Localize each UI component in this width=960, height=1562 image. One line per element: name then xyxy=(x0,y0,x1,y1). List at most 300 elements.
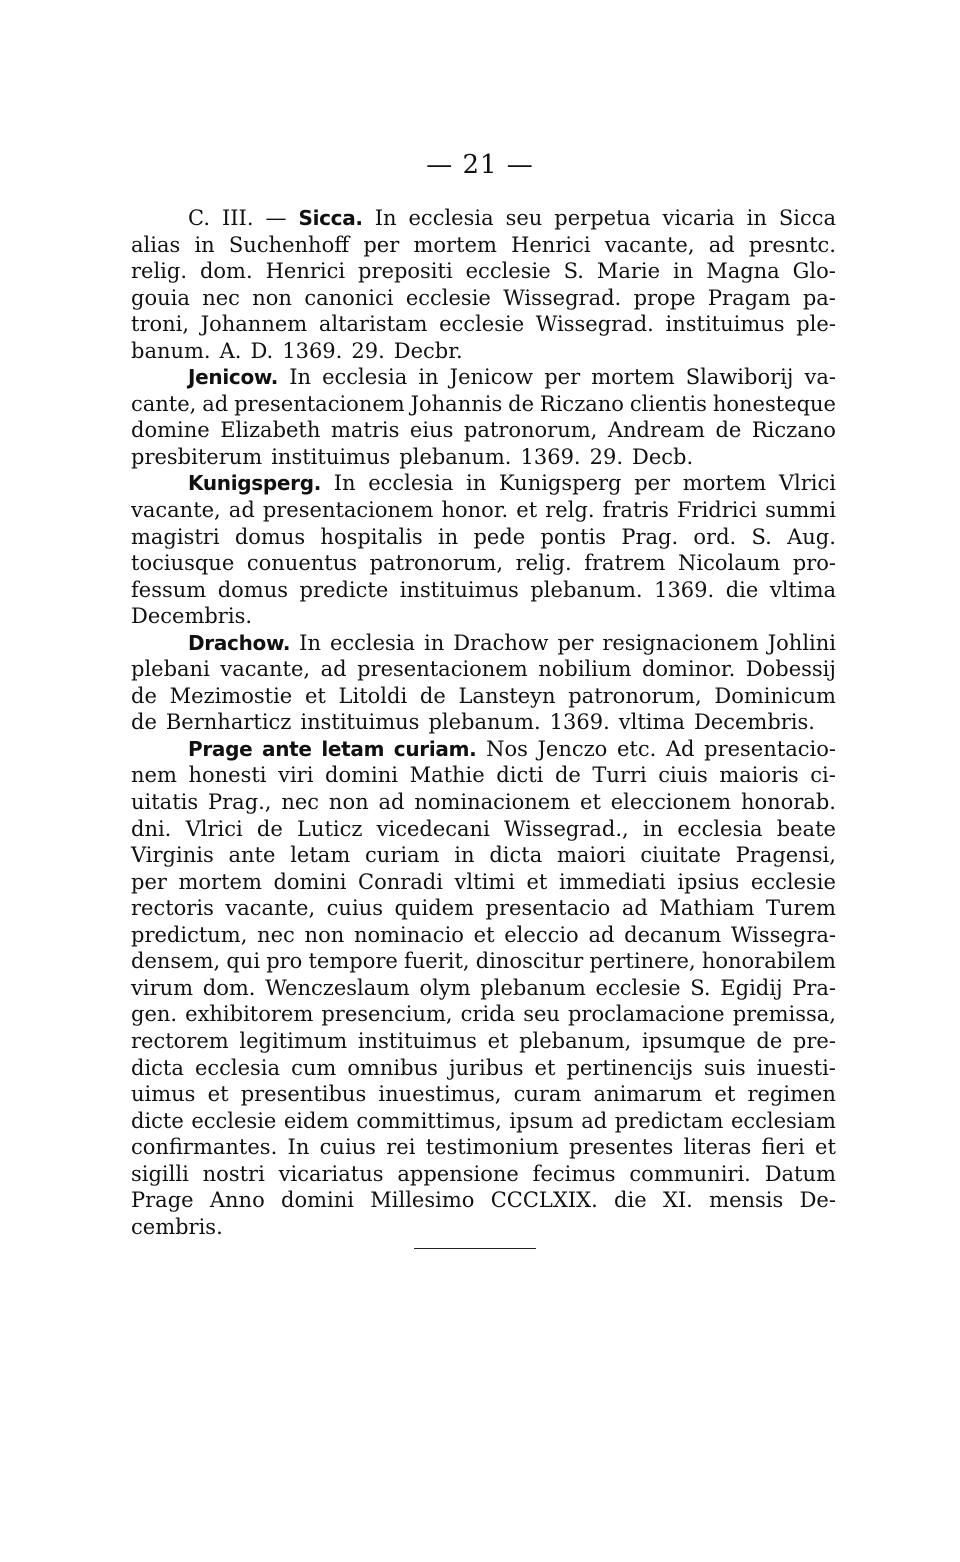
text-word: vicaria xyxy=(662,206,735,230)
text-word: mensis xyxy=(709,1188,784,1213)
text-word: die xyxy=(614,1188,647,1213)
text-word: Pragam xyxy=(707,285,791,310)
text-word: Mathie xyxy=(409,763,485,788)
text-word: et xyxy=(580,790,601,815)
text-word: ple- xyxy=(796,312,836,337)
text-word: vacante, xyxy=(131,498,221,523)
text-word: et xyxy=(815,1135,836,1160)
text-word: patronorum, xyxy=(369,551,504,576)
text-word: in xyxy=(746,206,767,230)
text-word: va- xyxy=(804,365,836,390)
text-word: Elizabeth xyxy=(220,418,321,443)
text-word: presentacionem xyxy=(234,391,405,416)
text-word: de xyxy=(554,763,581,788)
text-line xyxy=(131,683,836,710)
text-word: et xyxy=(714,1082,736,1107)
text-line xyxy=(131,895,836,922)
text-line xyxy=(131,603,836,630)
text-word: Decb. xyxy=(632,444,694,469)
text-word: 1369. xyxy=(282,338,343,363)
text-word: fratrem xyxy=(584,551,666,576)
text-line xyxy=(131,922,836,949)
text-word: virum xyxy=(131,975,194,1000)
text-word: Decbr. xyxy=(393,338,463,363)
text-word: pertinere, xyxy=(589,949,696,974)
text-line xyxy=(131,975,836,1002)
text-word: in xyxy=(194,232,215,257)
text-word: altaristam xyxy=(318,312,428,337)
text-word: et xyxy=(534,1055,556,1080)
text-word: honesti xyxy=(188,763,267,788)
text-line xyxy=(131,789,836,816)
text-word: confirmantes. xyxy=(131,1135,278,1160)
text-word: beate xyxy=(776,816,836,841)
text-word: Marie xyxy=(596,259,661,284)
text-word: pede xyxy=(473,524,526,549)
text-word: honorabilem xyxy=(701,949,836,974)
text-word: ecclesie xyxy=(750,869,836,894)
text-word: Riczano xyxy=(539,391,624,416)
text-word: Magna xyxy=(706,259,780,284)
text-word: rectoris xyxy=(131,896,214,921)
text-word: De- xyxy=(799,1188,836,1213)
text-word: Drachow xyxy=(453,630,549,655)
text-word: per xyxy=(634,471,671,496)
text-word: Jenczo xyxy=(537,736,608,761)
text-word: pa- xyxy=(802,285,836,310)
text-word: S. xyxy=(690,975,711,1000)
text-word: presencium, xyxy=(321,1002,453,1027)
text-word: cembris. xyxy=(131,1214,223,1239)
text-word: Anno xyxy=(209,1188,265,1213)
text-word: quidem xyxy=(394,896,474,921)
text-word: patronorum, xyxy=(568,683,702,708)
text-line xyxy=(131,391,836,418)
text-word: presbiterum xyxy=(131,444,263,469)
text-word: testimonium xyxy=(425,1135,559,1160)
text-word: cum xyxy=(291,1055,337,1080)
text-word: mortem xyxy=(178,869,262,894)
text-word: Decembris. xyxy=(131,604,253,629)
text-word: plebani xyxy=(131,657,210,682)
text-word: predicte xyxy=(299,577,389,602)
text-word: instituimus xyxy=(300,710,420,735)
text-word: Dobessij xyxy=(745,657,836,682)
text-word: cante, xyxy=(131,391,197,416)
text-word: Conradi xyxy=(358,869,443,894)
text-word: in xyxy=(673,259,694,284)
text-word: Wissegrad., xyxy=(504,816,629,841)
text-word: ad xyxy=(228,498,255,523)
text-word: ad xyxy=(708,232,735,257)
entry-heading-word: curiam. xyxy=(393,736,477,761)
text-word: dom. xyxy=(199,259,253,284)
text-word: Johlini xyxy=(767,630,836,655)
text-line xyxy=(131,1214,836,1241)
text-word: ante xyxy=(228,843,276,868)
text-word: Datum xyxy=(764,1161,836,1186)
text-line xyxy=(131,736,836,763)
text-word: ad xyxy=(320,657,347,682)
text-line xyxy=(131,1081,836,1108)
text-word: non xyxy=(252,285,292,310)
text-word: mortem xyxy=(413,232,497,257)
text-word: committimus, xyxy=(356,1108,502,1133)
text-word: presentacionem xyxy=(262,498,434,523)
text-word: vltimi xyxy=(454,869,515,894)
text-word: In xyxy=(333,471,356,496)
text-word: ord. xyxy=(693,524,737,549)
text-line xyxy=(131,550,836,577)
text-word: Dominicum xyxy=(714,683,836,708)
text-word: domine xyxy=(131,418,210,443)
text-word: maioris xyxy=(719,763,799,788)
text-word: suis xyxy=(703,1055,746,1080)
text-word: uimus xyxy=(131,1082,196,1107)
text-word: perpetua xyxy=(554,206,651,230)
text-word: canonici xyxy=(304,285,394,310)
text-word: presentacio xyxy=(485,896,611,921)
text-word: domini xyxy=(325,763,398,788)
text-line xyxy=(131,842,836,869)
text-word: nec xyxy=(281,790,320,815)
text-word: immediati xyxy=(558,869,666,894)
text-word: relg. xyxy=(545,498,595,523)
text-word: ad xyxy=(621,896,648,921)
text-word: fessum xyxy=(131,577,207,602)
text-word: decanum xyxy=(624,922,722,947)
text-word: honorab. xyxy=(740,790,836,815)
text-word: ecclesie xyxy=(595,975,681,1000)
text-word: prepositi xyxy=(358,259,453,284)
text-word: Millesimo xyxy=(370,1188,475,1213)
text-word: nominacio xyxy=(353,922,464,947)
text-word: proclamacione xyxy=(567,1002,725,1027)
text-word: domus xyxy=(217,577,289,602)
text-word: inuestimus, xyxy=(378,1082,502,1107)
text-word: Wissegrad. xyxy=(535,312,654,337)
text-word: densem, xyxy=(131,949,221,974)
text-word: instituimus xyxy=(665,312,785,337)
text-line xyxy=(131,417,836,444)
text-word: tempore xyxy=(308,949,398,974)
text-word: ecclesia xyxy=(368,471,454,496)
text-word: ad xyxy=(588,922,615,947)
text-word: sigilli xyxy=(131,1161,189,1186)
text-word: die xyxy=(725,577,759,602)
text-line xyxy=(131,311,836,338)
text-line xyxy=(131,497,836,524)
text-word: relig. xyxy=(131,259,188,284)
text-word: fuerit, xyxy=(403,949,470,974)
text-word: ci- xyxy=(810,763,836,788)
text-word: clientis xyxy=(629,391,707,416)
text-word: Nicolaum xyxy=(677,551,781,576)
text-word: ad xyxy=(378,790,405,815)
text-word: nec xyxy=(202,285,240,310)
text-word: plebanum, xyxy=(519,1028,632,1053)
text-word: viri xyxy=(278,763,314,788)
text-word: de xyxy=(756,1028,783,1053)
text-word: instituimus xyxy=(357,1028,477,1053)
text-line xyxy=(131,1028,836,1055)
text-word: et xyxy=(207,1082,229,1107)
text-word: per xyxy=(131,869,167,894)
text-word: pro- xyxy=(792,551,836,576)
text-word: in xyxy=(454,843,475,868)
text-word: premissa, xyxy=(732,1002,836,1027)
text-word: Wenczeslaum xyxy=(265,975,410,1000)
text-word: Jenicow xyxy=(449,365,534,390)
text-word: In xyxy=(299,630,321,655)
text-word: C. xyxy=(188,206,210,230)
text-word: S. xyxy=(751,524,772,549)
text-word: Glo- xyxy=(792,259,836,284)
text-word: in xyxy=(642,816,664,841)
text-word: banum. xyxy=(131,338,211,363)
text-word: fecimus xyxy=(532,1161,616,1186)
text-word: etc. xyxy=(616,736,657,761)
text-line xyxy=(131,1134,836,1161)
text-word: — xyxy=(265,206,287,230)
text-word: presentes xyxy=(569,1135,674,1160)
page-number: — 21 — xyxy=(426,150,534,180)
text-word: cuius xyxy=(326,896,383,921)
text-word: In xyxy=(287,1135,310,1160)
text-word: 1369. xyxy=(549,710,610,735)
text-word: D. xyxy=(250,338,274,363)
text-word: olym xyxy=(419,975,471,1000)
text-line xyxy=(131,1055,836,1082)
text-word: dicti xyxy=(496,763,544,788)
text-word: Slawiborij xyxy=(685,365,794,390)
text-word: Lansteyn xyxy=(458,683,556,708)
text-word: presentacionem xyxy=(357,657,528,682)
text-line xyxy=(131,1187,836,1214)
text-word: Riczano xyxy=(751,418,836,443)
text-word: de xyxy=(131,683,157,708)
text-word: 29. xyxy=(589,444,624,469)
text-word: crida xyxy=(460,1002,516,1027)
text-word: curiam xyxy=(365,843,440,868)
text-word: ecclesie xyxy=(191,1108,277,1133)
text-word: vltima xyxy=(618,710,685,735)
text-word: instituimus xyxy=(271,444,391,469)
text-word: honesteque xyxy=(712,391,836,416)
text-word: ecclesia xyxy=(329,630,416,655)
text-word: Turri xyxy=(592,763,647,788)
text-word: et xyxy=(526,869,548,894)
text-word: de xyxy=(419,683,446,708)
text-line xyxy=(131,1161,836,1188)
text-word: dni. xyxy=(131,816,172,841)
text-word: vacante, xyxy=(225,896,316,921)
text-word: ecclesia xyxy=(194,1055,281,1080)
text-word: seu xyxy=(523,1002,560,1027)
entry-heading-word: Prage xyxy=(188,736,253,761)
text-word: magistri xyxy=(131,524,220,549)
text-word: Pra- xyxy=(792,975,836,1000)
entry-heading-word: Drachow. xyxy=(188,630,291,655)
text-word: nem xyxy=(131,763,177,788)
text-word: per xyxy=(557,630,594,655)
text-word: domini xyxy=(281,1188,354,1213)
text-word: gen. xyxy=(131,1002,178,1027)
text-word: ad xyxy=(581,1108,608,1133)
closing-rule xyxy=(414,1248,536,1249)
text-line xyxy=(131,258,836,285)
text-word: de xyxy=(715,418,742,443)
text-word: Henrici xyxy=(265,259,346,284)
text-word: eleccionem xyxy=(610,790,732,815)
document-body xyxy=(131,205,836,1240)
text-word: Vlrici xyxy=(778,471,836,496)
text-word: dicta xyxy=(489,843,543,868)
text-word: ciuitate xyxy=(640,843,721,868)
text-word: resignacionem xyxy=(602,630,759,655)
text-word: ecclesiam xyxy=(730,1108,836,1133)
text-word: Prage xyxy=(131,1188,194,1213)
text-word: Kunigsperg xyxy=(498,471,622,496)
text-word: 1369. xyxy=(654,577,715,602)
text-word: Suchenhoff xyxy=(228,232,350,257)
text-word: matris xyxy=(330,418,400,443)
text-word: ipsumque xyxy=(641,1028,746,1053)
text-word: Wissegra- xyxy=(730,922,836,947)
text-word: et xyxy=(516,498,538,523)
text-line xyxy=(131,577,836,604)
text-word: ecclesie xyxy=(439,312,525,337)
text-word: ipsius xyxy=(677,869,740,894)
text-word: per xyxy=(544,365,581,390)
text-word: seu xyxy=(505,206,543,230)
text-word: pertinencijs xyxy=(566,1055,693,1080)
text-word: et xyxy=(487,1028,509,1053)
entry-heading-word: Jenicow. xyxy=(188,365,279,390)
text-line xyxy=(131,1001,836,1028)
text-word: in xyxy=(437,524,459,549)
text-word: ecclesia xyxy=(408,206,494,230)
text-line xyxy=(131,205,836,232)
text-word: rei xyxy=(386,1135,416,1160)
text-word: inuesti- xyxy=(756,1055,836,1080)
text-word: Johannis xyxy=(410,391,503,416)
text-word: exhibitorem xyxy=(185,1002,314,1027)
text-line xyxy=(131,338,836,365)
text-word: In xyxy=(289,365,312,390)
text-word: dominor. xyxy=(641,657,736,682)
text-word: Egidij xyxy=(720,975,783,1000)
entry-heading-word: Kunigsperg. xyxy=(188,471,322,496)
text-word: Turem xyxy=(766,896,836,921)
text-word: ciuis xyxy=(658,763,708,788)
text-line xyxy=(131,524,836,551)
text-word: dicte xyxy=(131,1108,184,1133)
text-word: nobilium xyxy=(538,657,632,682)
text-word: regimen xyxy=(747,1082,836,1107)
text-line xyxy=(131,364,836,391)
text-word: tociusque xyxy=(131,551,235,576)
text-word: alias xyxy=(131,232,181,257)
text-word: domus xyxy=(234,524,306,549)
text-word: Luticz xyxy=(296,816,363,841)
entry-heading-word: Sicca. xyxy=(298,206,363,230)
text-line xyxy=(131,285,836,312)
text-word: rectorem xyxy=(131,1028,229,1053)
text-word: domini xyxy=(273,869,347,894)
text-word: mortem xyxy=(591,365,675,390)
text-line xyxy=(131,816,836,843)
text-word: non xyxy=(304,922,345,947)
text-word: in xyxy=(418,365,439,390)
text-word: in xyxy=(466,471,487,496)
text-line xyxy=(131,470,836,497)
entry-heading-word: letam xyxy=(321,736,385,761)
text-word: non xyxy=(328,790,369,815)
text-word: de xyxy=(131,710,157,735)
text-word: Litoldi xyxy=(338,683,408,708)
text-word: presentacio- xyxy=(704,736,836,761)
text-word: omnibus xyxy=(347,1055,438,1080)
text-line xyxy=(131,656,836,683)
text-word: Prag., xyxy=(208,790,272,815)
text-word: fratris xyxy=(602,498,669,523)
text-line xyxy=(131,948,836,975)
text-word: Mezimostie xyxy=(169,683,293,708)
text-word: maiori xyxy=(557,843,626,868)
text-word: Bernharticz xyxy=(165,710,292,735)
text-word: plebanum xyxy=(480,975,586,1000)
text-word: Pragensi, xyxy=(735,843,836,868)
text-word: Nos xyxy=(486,736,528,761)
text-word: dinoscitur xyxy=(475,949,584,974)
text-line xyxy=(131,630,836,657)
text-word: plebanum. xyxy=(530,577,643,602)
text-word: vicariatus xyxy=(278,1161,384,1186)
text-word: troni, xyxy=(131,312,190,337)
text-word: eius xyxy=(409,418,454,443)
text-word: CCCLXIX. xyxy=(490,1188,598,1213)
text-word: patronorum, xyxy=(463,418,598,443)
text-word: 29. xyxy=(351,338,385,363)
text-word: hospitalis xyxy=(320,524,423,549)
text-word: ecclesia xyxy=(322,365,408,390)
text-word: ecclesie xyxy=(465,259,551,284)
text-word: vltima xyxy=(769,577,836,602)
text-line xyxy=(131,869,836,896)
text-word: Johannem xyxy=(200,312,308,337)
text-word: instituimus xyxy=(399,577,519,602)
text-word: Vlrici xyxy=(185,816,243,841)
text-word: XI. xyxy=(662,1188,693,1213)
text-word: nostri xyxy=(202,1161,265,1186)
text-word: predictum, xyxy=(131,922,248,947)
text-word: Prag. xyxy=(621,524,679,549)
text-word: qui xyxy=(226,949,261,974)
text-word: fieri xyxy=(761,1135,805,1160)
text-word: 1369. xyxy=(520,444,581,469)
text-word: letam xyxy=(290,843,351,868)
text-word: Ad xyxy=(665,736,695,761)
text-word: cuius xyxy=(319,1135,376,1160)
text-word: plebanum. xyxy=(399,444,512,469)
text-word: et xyxy=(304,683,326,708)
text-word: de xyxy=(508,391,535,416)
text-word: literas xyxy=(683,1135,752,1160)
text-word: pro xyxy=(266,949,303,974)
text-line xyxy=(131,1108,836,1135)
text-word: vicedecani xyxy=(376,816,490,841)
